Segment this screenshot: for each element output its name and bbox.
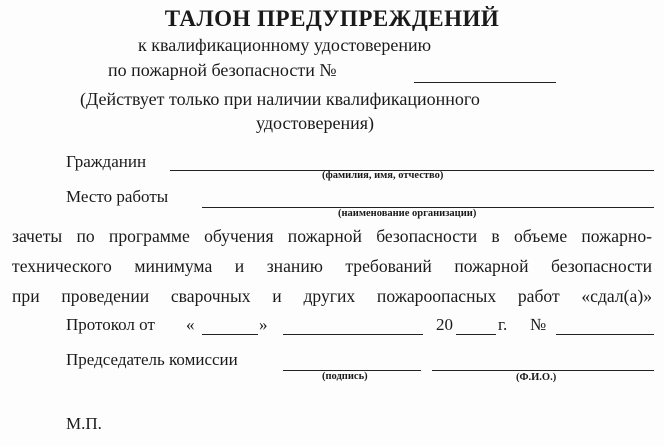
certificate-number-label: по пожарной безопасности № bbox=[108, 60, 337, 80]
certificate-number-line bbox=[414, 82, 556, 83]
year-suffix: г. bbox=[498, 315, 508, 334]
name-hint: (Ф.И.О.) bbox=[516, 372, 557, 383]
protocol-month-line bbox=[283, 334, 423, 335]
body-text-line: при проведении сварочных и других пожароопасных работ «сдал(а)» bbox=[12, 286, 652, 306]
body-text-line: зачеты по программе обучения пожарной безопасности в объеме пожарно- bbox=[12, 226, 652, 246]
protocol-number-line bbox=[556, 334, 654, 335]
protocol-label: Протокол от bbox=[66, 315, 155, 334]
quote-close: » bbox=[259, 315, 268, 334]
quote-open: « bbox=[186, 315, 195, 334]
validity-note: (Действует только при наличии квалификационного bbox=[80, 89, 480, 109]
stamp-placeholder: М.П. bbox=[66, 414, 102, 433]
workplace-label: Место работы bbox=[66, 187, 169, 206]
number-sign: № bbox=[530, 315, 547, 334]
workplace-hint: (наименование организации) bbox=[338, 208, 477, 219]
citizen-hint: (фамилия, имя, отчество) bbox=[322, 170, 444, 181]
citizen-label: Гражданин bbox=[66, 152, 147, 171]
year-prefix: 20 bbox=[436, 315, 453, 334]
protocol-day-line bbox=[202, 334, 258, 335]
form-subtitle: к квалификационному удостоверению bbox=[138, 35, 432, 55]
name-line bbox=[432, 370, 654, 371]
body-text-line: технического минимума и знанию требований пожарной безопасности bbox=[12, 256, 652, 276]
chairman-label: Председатель комиссии bbox=[66, 350, 238, 369]
form-title: ТАЛОН ПРЕДУПРЕЖДЕНИЙ bbox=[164, 6, 500, 31]
validity-note-cont: удостоверения) bbox=[256, 113, 375, 133]
protocol-year-line bbox=[456, 334, 496, 335]
signature-hint: (подпись) bbox=[322, 371, 368, 382]
